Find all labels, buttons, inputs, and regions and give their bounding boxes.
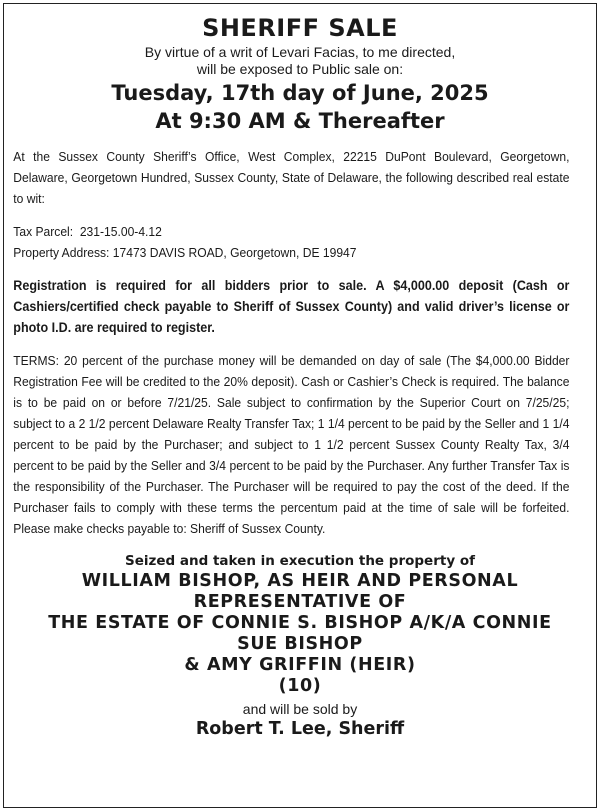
owner-block xyxy=(4,571,596,697)
owner-line: (10) xyxy=(278,676,322,696)
notice-header xyxy=(4,14,596,134)
sale-time: At 9:30 AM & Thereafter xyxy=(155,109,445,133)
notice-footer xyxy=(4,553,596,739)
notice-title: SHERIFF SALE xyxy=(202,14,398,42)
property-address-value: 17473 DAVIS ROAD, Georgetown, DE 19947 xyxy=(112,245,357,260)
owner-line: REPRESENTATIVE OF xyxy=(193,592,407,612)
sold-by-line: and will be sold by xyxy=(242,701,358,717)
tax-parcel-label: Tax Parcel: xyxy=(13,224,74,239)
location-paragraph: At the Sussex County Sheriff’s Office, West Complex, 22215 DuPont Boulevard, Georgetown, Delaware, Georgetown Hundred, Sussex County, State of Delaware, the following described real estate to wit: xyxy=(13,149,570,206)
public-sale-line: will be exposed to Public sale on: xyxy=(196,61,404,77)
tax-parcel-value: 231-15.00-4.12 xyxy=(79,224,162,239)
notice-frame xyxy=(3,3,597,808)
owner-line: WILLIAM BISHOP, AS HEIR AND PERSONAL xyxy=(81,571,519,591)
seized-line: Seized and taken in execution the property of xyxy=(125,553,475,569)
owner-line: SUE BISHOP xyxy=(237,634,363,654)
property-address-label: Property Address: xyxy=(13,245,110,260)
tax-parcel-line xyxy=(13,221,569,242)
registration-paragraph: Registration is required for all bidders prior to sale. A $4,000.00 deposit (Cash or Cashiers/certified check payable to Sheriff of Sussex County) and valid driver’s license or photo I.D. are required to register. xyxy=(13,278,570,335)
owner-line: THE ESTATE OF CONNIE S. BISHOP A/K/A CONNIE xyxy=(48,613,552,633)
notice-body xyxy=(4,146,579,539)
terms-paragraph: TERMS: 20 percent of the purchase money will be demanded on day of sale (The $4,000.00 Bidder Registration Fee will be credited to the 20% deposit). Cash or Cashier’s Check is required. The balance is to be paid on or before 7/21/25. Sale subject to confirmation by the Superior Court on 7/25/25; subject to a 2 1/2 percent Delaware Realty Transfer Tax; 1 1/4 percent to be paid by the Seller and 1 1/4 percent to be paid by the Purchaser; and subject to 1 1/2 percent Sussex County Realty Tax, 3/4 percent to be paid by the Seller and 3/4 percent to be paid by the Purchaser. Any further Transfer Tax is the responsibility of the Purchaser. The Purchaser will be required to pay the cost of the deed. If the Purchaser fails to comply with these terms the percentum paid at the time of sale will be forfeited. Please make checks payable to: Sheriff of Sussex County. xyxy=(13,353,570,536)
owner-line: & AMY GRIFFIN (HEIR) xyxy=(184,655,416,675)
sale-date: Tuesday, 17th day of June, 2025 xyxy=(111,81,489,105)
property-address-line xyxy=(13,242,569,263)
sheriff-name: Robert T. Lee, Sheriff xyxy=(195,719,405,739)
writ-line: By virtue of a writ of Levari Facias, to me directed, xyxy=(144,44,456,60)
